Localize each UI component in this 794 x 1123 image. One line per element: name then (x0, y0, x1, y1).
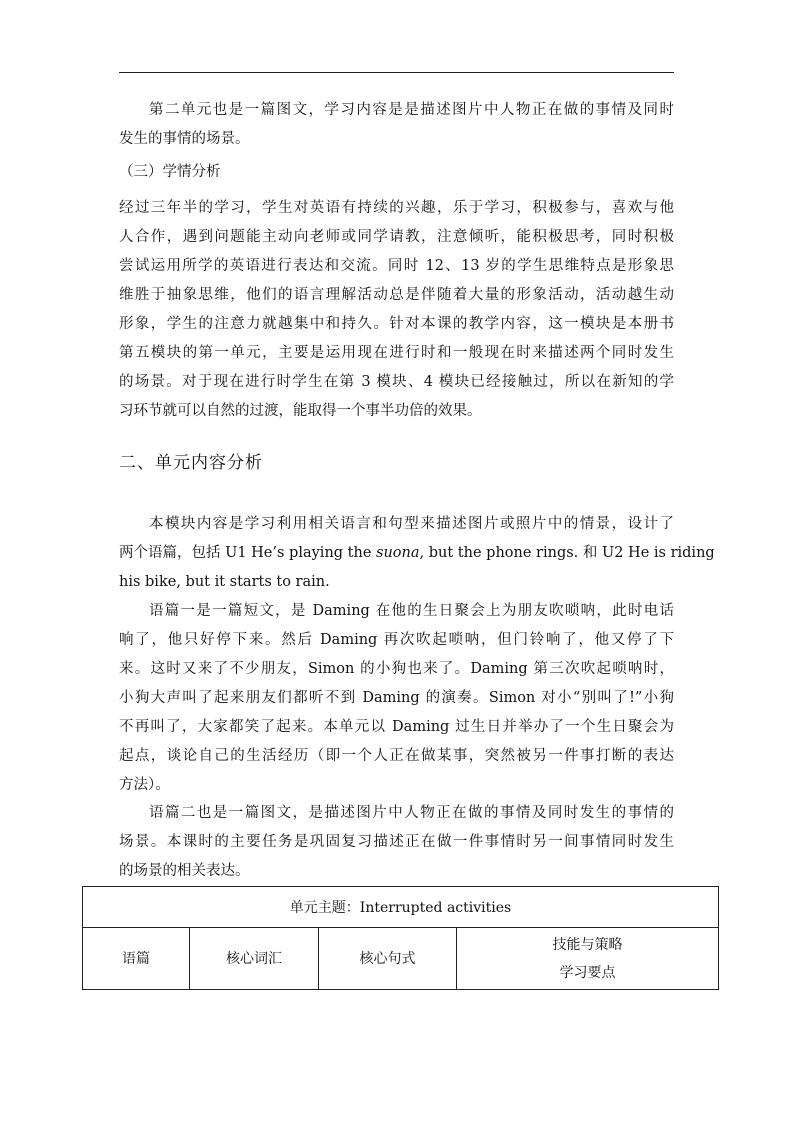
text-line: 不再叫了，大家都笑了起来。本单元以 Daming 过生日并举办了一个生日聚会为 (119, 719, 674, 735)
text-line: 的场景的相关表达。 (119, 863, 250, 879)
text-line: 语篇二也是一篇图文，是描述图片中人物正在做的事情及同时发生的事情的 (149, 805, 674, 821)
paragraph-text-two (119, 799, 674, 886)
text-line: 本模块内容是学习利用相关语言和句型来描述图片或照片中的情景，设计了 (149, 516, 674, 532)
header-skills-line: 技能与策略 (552, 936, 623, 953)
text-line: his bike, but it starts to rain. (119, 574, 330, 590)
text-line: 发生的事情的场景。 (119, 131, 250, 147)
text-line: 语篇一是一篇短文，是 Daming 在他的生日聚会上为朋友吹唢呐，此时电话 (149, 603, 674, 619)
text-line: 起点，谈论自己的生活经历（即一个人正在做某事，突然被另一件事打断的表达 (119, 748, 674, 764)
header-cell-core-vocab: 核心词汇 (190, 928, 319, 990)
header-skills-line: 学习要点 (559, 964, 616, 981)
text-line: 的场景。对于现在进行时学生在第 3 模块、4 模块已经接触过，所以在新知的学 (119, 374, 674, 390)
header-rule (119, 72, 674, 73)
text-line: 形象，学生的注意力就越集中和持久。针对本课的教学内容，这一模块是本册书 (119, 316, 674, 332)
text-line: 场景。本课时的主要任务是巩固复习描述正在做一件事情时另一间事情同时发生 (119, 834, 674, 850)
section-heading-unit-content-analysis: 二、单元内容分析 (119, 453, 263, 473)
text-line: 小狗大声叫了起来朋友们都听不到 Daming 的演奏。Simon 对小“别叫了!”小狗 (119, 690, 674, 706)
text-line: 第二单元也是一篇图文，学习内容是是描述图片中人物正在做的事情及同时 (149, 102, 674, 118)
text-line: 第五模块的第一单元，主要是运用现在进行时和一般现在时来描述两个同时发生 (119, 345, 674, 361)
italic-term: suona (376, 545, 420, 561)
text-line: 响了，他只好停下来。然后 Daming 再次吹起唢呐，但门铃响了，他又停了下 (119, 632, 674, 648)
unit-theme-table (82, 886, 719, 990)
text-line: 来。这时又来了不少朋友，Simon 的小狗也来了。Daming 第三次吹起唢呐时， (119, 661, 674, 677)
text-line: 经过三年半的学习，学生对英语有持续的兴趣，乐于学习，积极参与，喜欢与他 (119, 200, 674, 216)
table-row (83, 928, 719, 990)
text-line: 方法）。 (119, 777, 170, 793)
text-segment: 两个语篇，包括 U1 He’s playing the (119, 545, 377, 561)
header-cell-skills (457, 928, 719, 990)
unit-theme-cell: 单元主题：Interrupted activities (83, 887, 719, 928)
table-row (83, 887, 719, 928)
text-line: 维胜于抽象思维，他们的语言理解活动总是伴随着大量的形象活动，活动越生动 (119, 287, 674, 303)
paragraph-text-one (119, 597, 674, 800)
text-line: 尝试运用所学的英语进行表达和交流。同时 12、13 岁的学生思维特点是形象思 (119, 258, 674, 274)
text-line (119, 539, 715, 568)
text-line: 习环节就可以自然的过渡，能取得一个事半功倍的效果。 (119, 403, 482, 419)
text-segment: , but the phone rings. 和 U2 He is riding (419, 545, 715, 561)
header-cell-core-sentence: 核心句式 (319, 928, 457, 990)
section-heading-learner-analysis: （三）学情分析 (119, 164, 221, 180)
paragraph-learner-analysis (119, 194, 674, 426)
text-line: 人合作，遇到问题能主动向老师或同学请教，注意倾听，能积极思考，同时积极 (119, 229, 674, 245)
paragraph-unit2-intro (119, 96, 674, 154)
header-cell-text: 语篇 (83, 928, 190, 990)
paragraph-module-intro (119, 510, 715, 597)
